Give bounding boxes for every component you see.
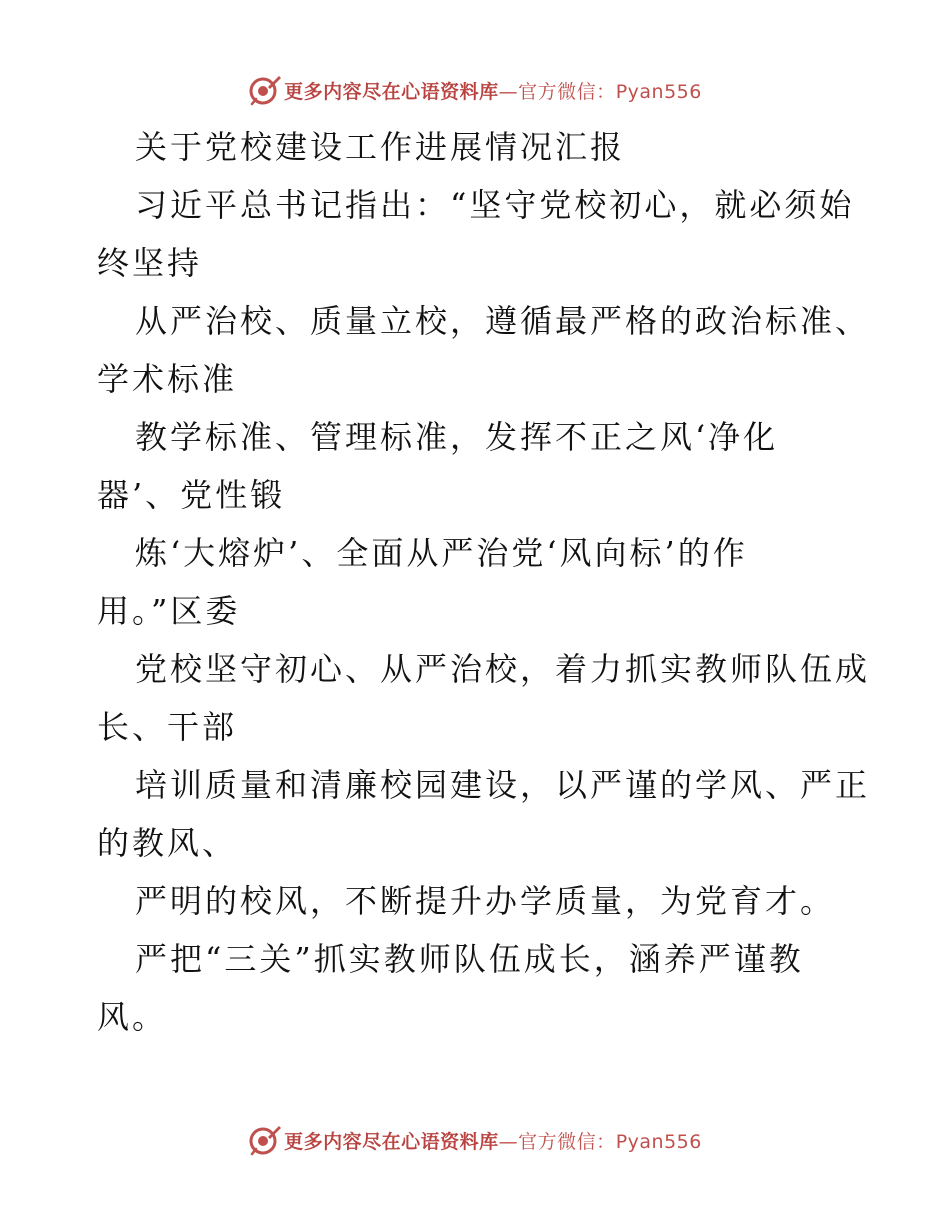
text-line: 严把“三关”抓实教师队伍成长，涵养严谨教 [135,940,804,978]
text-line: 培训质量和清廉校园建设，以严谨的学风、严正 [135,766,871,804]
text-line: 长、干部 [97,708,238,746]
watermark-separator: — [498,1130,519,1153]
document-title: 关于党校建设工作进展情况汇报 [135,128,626,166]
watermark-text [284,77,702,104]
text-line: 教学标准、管理标准，发挥不正之风‘净化 [135,418,779,456]
text-line: 炼‘大熔炉’、全面从严治党‘风向标’的作 [135,534,748,572]
text-line: 的教风、 [97,824,238,862]
text-line: 学术标准 [97,360,238,398]
text-line: 习近平总书记指出：“坚守党校初心，就必须始 [135,186,855,224]
footer-watermark [0,1120,950,1160]
header-watermark [0,70,950,110]
text-line: 用。”区委 [97,592,241,630]
watermark-wechat-label: 官方微信： [518,80,616,103]
watermark-wechat-id: Pyan556 [615,80,702,103]
watermark-separator: — [498,80,519,103]
document-body [97,118,871,1046]
text-line: 终坚持 [97,244,203,282]
watermark-main: 更多内容尽在心语资料库 [284,80,499,103]
text-line: 风。 [97,998,168,1036]
brand-logo-icon [248,73,282,107]
brand-logo-icon [248,1123,282,1157]
text-line: 从严治校、质量立校，遵循最严格的政治标准、 [135,302,871,340]
watermark-text [284,1127,702,1154]
watermark-wechat-id: Pyan556 [615,1130,702,1153]
watermark-wechat-label: 官方微信： [518,1130,616,1153]
text-line: 严明的校风，不断提升办学质量，为党育才。 [135,882,836,920]
watermark-main: 更多内容尽在心语资料库 [284,1130,499,1153]
text-line: 器’、党性锻 [97,476,286,514]
text-line: 党校坚守初心、从严治校，着力抓实教师队伍成 [135,650,871,688]
